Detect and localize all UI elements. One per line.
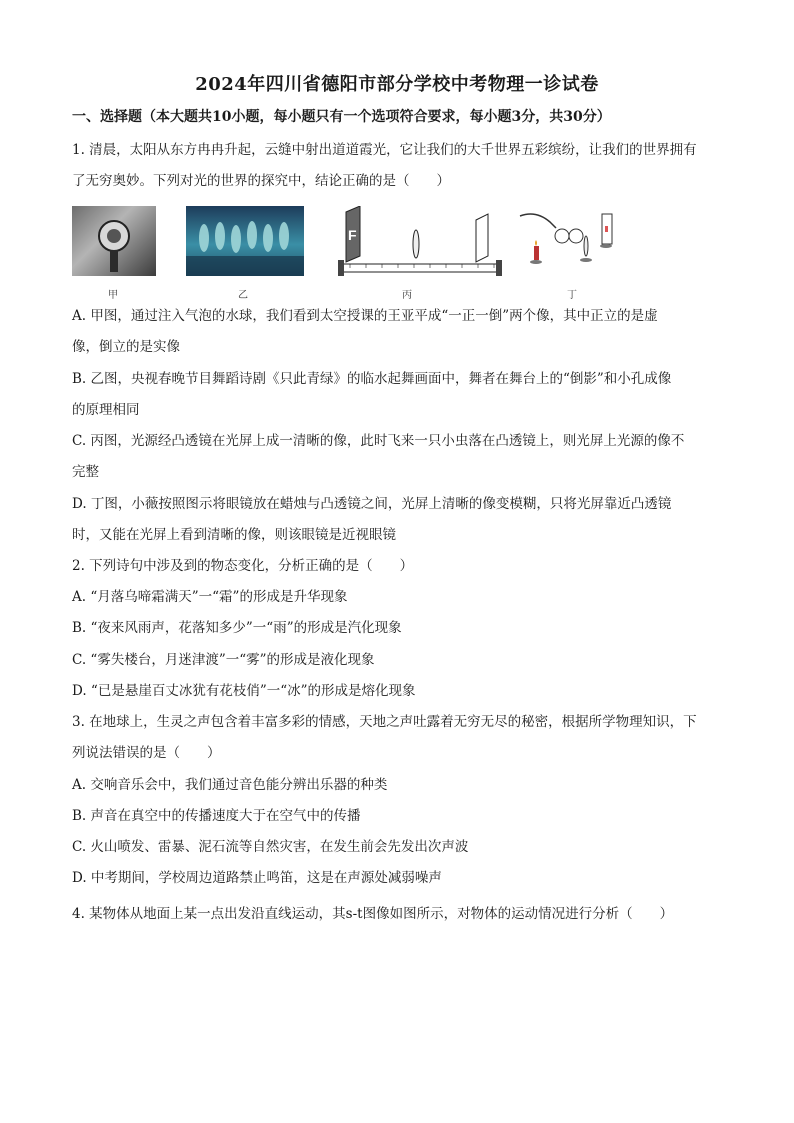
- candle-lens-diagram: [516, 206, 616, 278]
- water-ball-image: [72, 206, 156, 276]
- figure-label-ding: 丁: [567, 290, 577, 301]
- q1-stem-line2: 了无穷奥妙。下列对光的世界的探究中，结论正确的是（ ）: [72, 173, 450, 189]
- figure-label-jia: 甲: [108, 290, 118, 301]
- page-title: 2024年四川省德阳市部分学校中考物理一诊试卷: [195, 74, 599, 95]
- q2-option-c: C. “雾失楼台，月迷津渡”一“雾”的形成是液化现象: [72, 652, 375, 668]
- q1-stem-line1: 1. 清晨，太阳从东方冉冉升起，云缝中射出道道霞光，它让我们的大千世界五彩缤纷，让我们的世界拥有: [72, 142, 697, 158]
- figure-ding: [516, 206, 616, 282]
- q2-option-a: A. “月落乌啼霜满天”一“霜”的形成是升华现象: [72, 589, 348, 605]
- q3-option-b: B. 声音在真空中的传播速度大于在空气中的传播: [72, 808, 361, 824]
- q1-option-a-line1: A. 甲图，通过注入气泡的水球，我们看到太空授课的王亚平成“一正一倒”两个像，其中正立的是虚: [72, 308, 658, 324]
- space-lesson-photo: [72, 206, 156, 276]
- q1-option-c-line1: C. 丙图，光源经凸透镜在光屏上成一清晰的像，此时飞来一只小虫落在凸透镜上，则光屏上光源的像不: [72, 433, 685, 449]
- q1-option-b-line1: B. 乙图，央视春晚节目舞蹈诗剧《只此青绿》的临水起舞画面中，舞者在舞台上的“倒影”和小孔成像: [72, 371, 672, 387]
- figure-bing: [336, 206, 506, 282]
- q1-figure-row: [70, 206, 630, 301]
- q3-stem-line2: 列说法错误的是（ ）: [72, 745, 221, 761]
- q1-option-c-line2: 完整: [72, 464, 99, 480]
- q3-option-c: C. 火山喷发、雷暴、泥石流等自然灾害，在发生前会先发出次声波: [72, 839, 469, 855]
- light-source-letter: F: [348, 227, 357, 243]
- q1-option-a-line2: 像，倒立的是实像: [72, 339, 180, 355]
- q2-option-b: B. “夜来风雨声，花落知多少”一“雨”的形成是汽化现象: [72, 620, 402, 636]
- q1-option-b-line2: 的原理相同: [72, 402, 140, 418]
- q3-option-a: A. 交响音乐会中，我们通过音色能分辨出乐器的种类: [72, 777, 388, 793]
- q4-stem: 4. 某物体从地面上某一点出发沿直线运动，其s-t图像如图所示，对物体的运动情况进行分析（ ）: [72, 906, 674, 922]
- q2-option-d: D. “已是悬崖百丈冰犹有花枝俏”一“冰”的形成是熔化现象: [72, 683, 416, 699]
- q1-option-d-line2: 时，又能在光屏上看到清晰的像，则该眼镜是近视眼镜: [72, 527, 396, 543]
- figure-label-bing: 丙: [402, 290, 412, 301]
- q3-stem-line1: 3. 在地球上，生灵之声包含着丰富多彩的情感，天地之声吐露着无穷无尽的秘密，根据所学物理知识，下: [72, 714, 697, 730]
- section-heading: 一、选择题（本大题共10小题，每小题只有一个选项符合要求，每小题3分，共30分）: [72, 109, 611, 125]
- figure-label-yi: 乙: [238, 290, 248, 301]
- figure-yi: [186, 206, 304, 276]
- figure-jia: [72, 206, 156, 276]
- optical-bench-diagram: [336, 206, 506, 278]
- q2-stem: 2. 下列诗句中涉及到的物态变化，分析正确的是（ ）: [72, 558, 414, 574]
- dancers-image: [186, 206, 304, 276]
- q1-option-d-line1: D. 丁图，小薇按照图示将眼镜放在蜡烛与凸透镜之间，光屏上清晰的像变模糊，只将光屏靠近凸透镜: [72, 496, 672, 512]
- q3-option-d: D. 中考期间，学校周边道路禁止鸣笛，这是在声源处减弱噪声: [72, 870, 442, 886]
- dance-photo: [186, 206, 304, 276]
